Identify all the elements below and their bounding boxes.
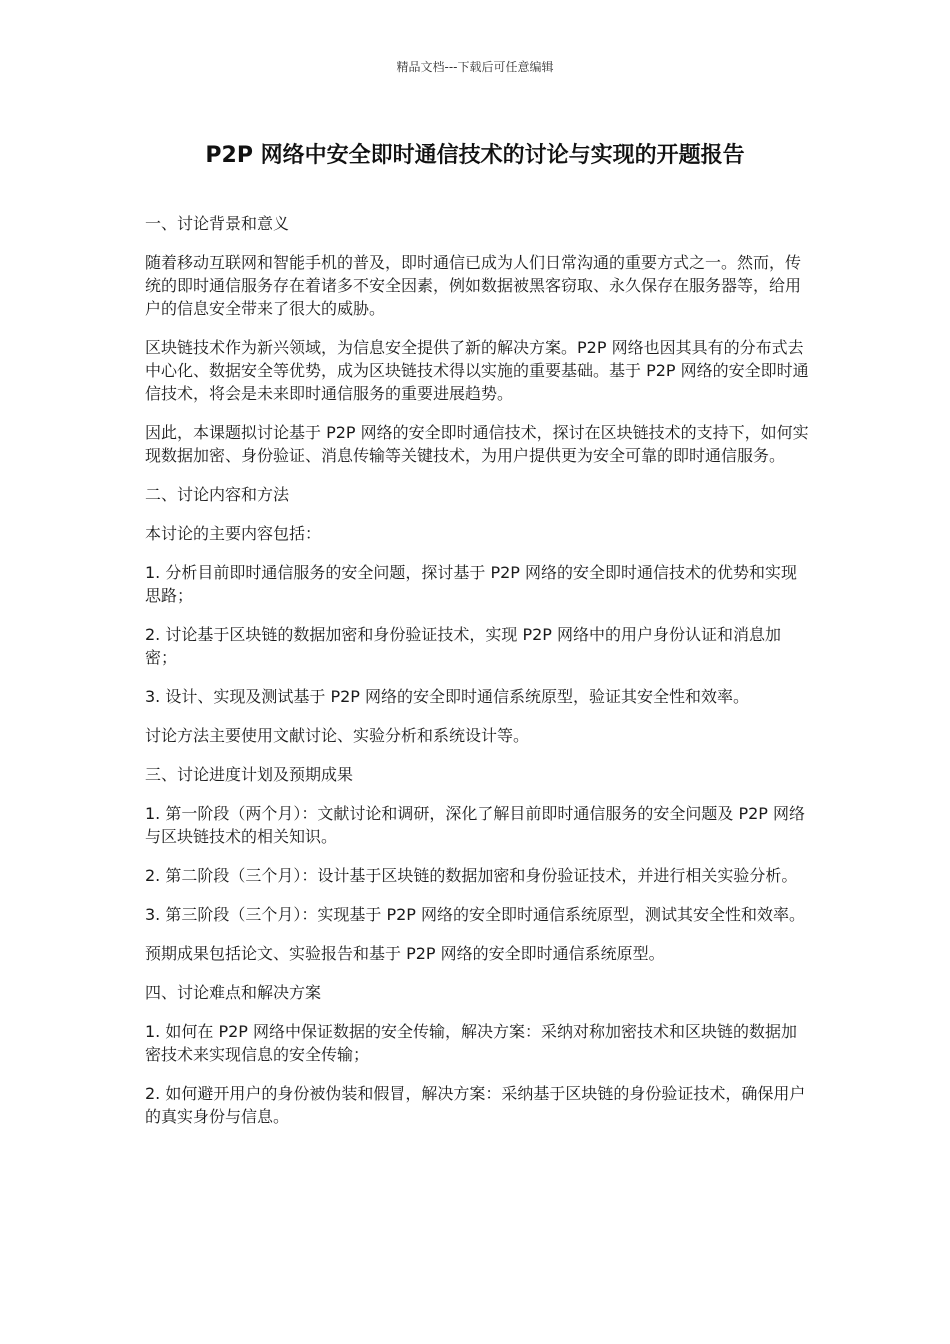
list-item-content-3: 3. 设计、实现及测试基于 P2P 网络的安全即时通信系统原型，验证其安全性和效率。	[145, 687, 750, 706]
document-title: P2P 网络中安全即时通信技术的讨论与实现的开题报告	[205, 143, 745, 168]
paragraph-content-intro: 本讨论的主要内容包括：	[145, 524, 322, 543]
list-item-schedule-2: 2. 第二阶段（三个月）：设计基于区块链的数据加密和身份验证技术，并进行相关实验分析。	[145, 866, 798, 885]
section-heading-content-methods: 二、讨论内容和方法	[145, 485, 290, 504]
section-heading-background: 一、讨论背景和意义	[145, 214, 290, 233]
section-heading-schedule: 三、讨论进度计划及预期成果	[145, 765, 354, 784]
list-item-difficulty-1: 1. 如何在 P2P 网络中保证数据的安全传输，解决方案：采纳对称加密技术和区块链的数据加密技术来实现信息的安全传输；	[145, 1022, 798, 1064]
paragraph-expected-results: 预期成果包括论文、实验报告和基于 P2P 网络的安全即时通信系统原型。	[145, 944, 665, 963]
section-heading-difficulties: 四、讨论难点和解决方案	[145, 983, 322, 1002]
document-body	[145, 212, 810, 1144]
paragraph-background-3: 因此，本课题拟讨论基于 P2P 网络的安全即时通信技术，探讨在区块链技术的支持下，如何实现数据加密、身份验证、消息传输等关键技术，为用户提供更为安全可靠的即时通信服务。	[145, 423, 809, 465]
list-item-content-1: 1. 分析目前即时通信服务的安全问题，探讨基于 P2P 网络的安全即时通信技术的优势和实现思路；	[145, 563, 798, 605]
list-item-difficulty-2: 2. 如何避开用户的身份被伪装和假冒，解决方案：采纳基于区块链的身份验证技术，确保用户的真实身份与信息。	[145, 1084, 806, 1126]
paragraph-methods: 讨论方法主要使用文献讨论、实验分析和系统设计等。	[145, 726, 530, 745]
list-item-schedule-3: 3. 第三阶段（三个月）：实现基于 P2P 网络的安全即时通信系统原型，测试其安全性和效率。	[145, 905, 806, 924]
paragraph-background-2: 区块链技术作为新兴领域，为信息安全提供了新的解决方案。P2P 网络也因其具有的分布式去中心化、数据安全等优势，成为区块链技术得以实施的重要基础。基于 P2P 网络的安全即时通信技术，将会是未来即时通信服务的重要进展趋势。	[145, 338, 809, 403]
list-item-content-2: 2. 讨论基于区块链的数据加密和身份验证技术，实现 P2P 网络中的用户身份认证和消息加密；	[145, 625, 782, 667]
list-item-schedule-1: 1. 第一阶段（两个月）：文献讨论和调研，深化了解目前即时通信服务的安全问题及 P2P 网络与区块链技术的相关知识。	[145, 804, 806, 846]
paragraph-background-1: 随着移动互联网和智能手机的普及，即时通信已成为人们日常沟通的重要方式之一。然而，传统的即时通信服务存在着诸多不安全因素，例如数据被黑客窃取、永久保存在服务器等，给用户的信息安全带来了很大的威胁。	[145, 253, 802, 318]
header-note: 精品文档---下载后可任意编辑	[396, 60, 554, 74]
